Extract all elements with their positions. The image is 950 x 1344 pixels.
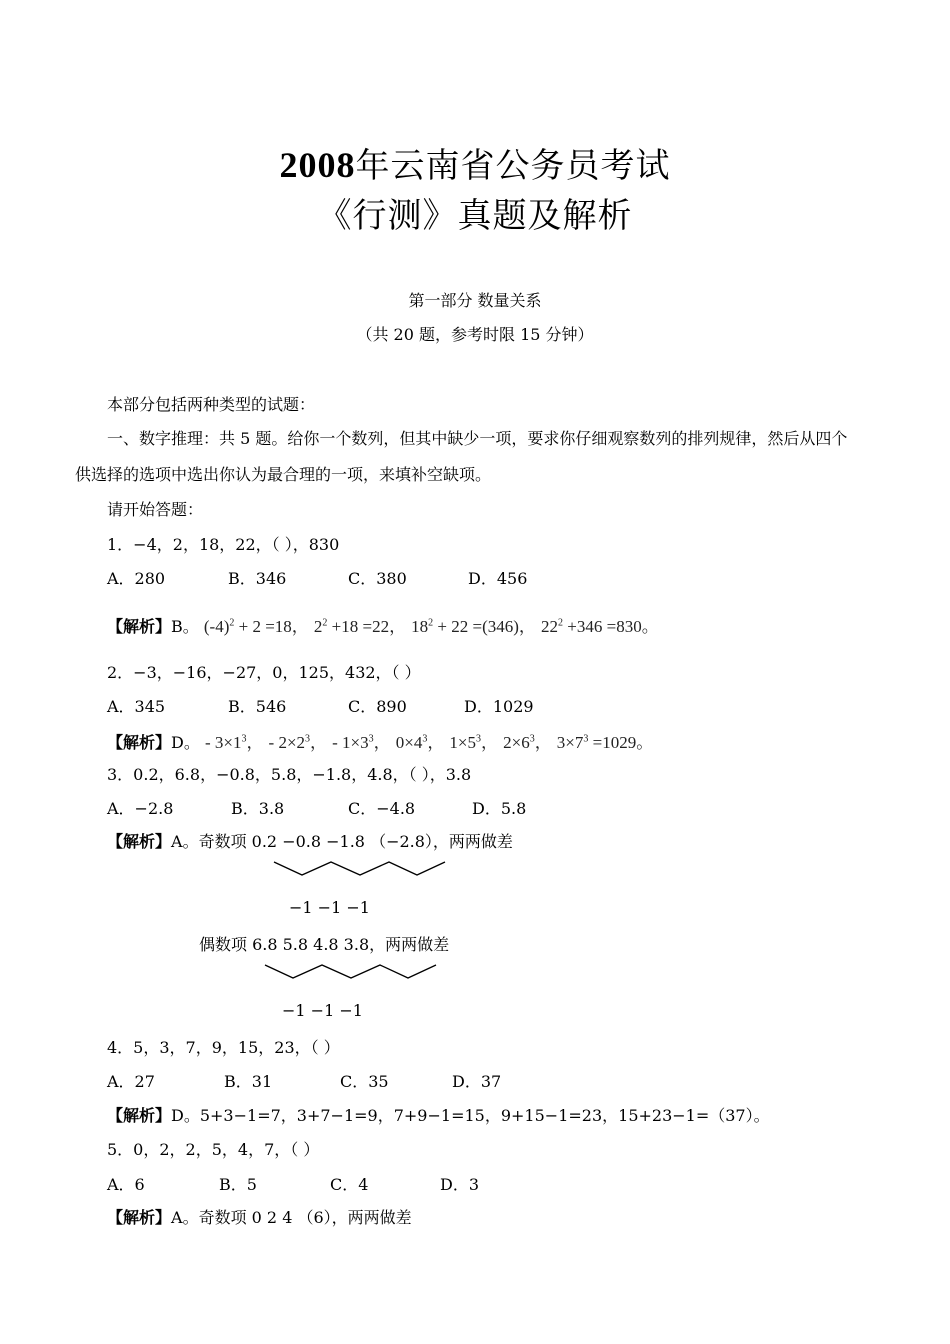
q1-stem: 1．−4，2，18，22，（ ），830 xyxy=(107,535,340,554)
q1-formula-4: $22^2 +346 =830$。 xyxy=(541,617,659,636)
q5-option-c: C．4 xyxy=(330,1175,369,1194)
q5-analysis-text: A。奇数项 0 2 4 （6），两两做差 xyxy=(171,1208,412,1227)
analysis-tag: 【解析】 xyxy=(107,617,172,636)
document-title-line1 xyxy=(0,138,950,187)
q3-even-difference-zigzag xyxy=(265,963,437,981)
section-note: （共 20 题，参考时限 15 分钟） xyxy=(356,325,594,344)
intro-paragraph-2b: 供选择的选项中选出你认为最合理的一项，来填补空缺项。 xyxy=(75,465,492,484)
q1-option-c: C．380 xyxy=(348,569,407,588)
q2-term-6: $2\times 6^3$， xyxy=(503,733,552,752)
q2-option-c: C．890 xyxy=(348,697,407,716)
q1-formula-2: $2^2 +18 =22$， xyxy=(313,617,407,636)
q3-option-a: A．−2.8 xyxy=(107,799,174,818)
q3-odd-differences: −1 −1 −1 xyxy=(289,898,370,917)
q4-stem: 4．5，3，7，9，15，23，（ ） xyxy=(107,1038,340,1057)
q2-term-3: - $1\times 3^3$， xyxy=(332,733,391,752)
q4-option-b: B．31 xyxy=(224,1072,273,1091)
q3-option-c: C．−4.8 xyxy=(348,799,416,818)
q3-stem: 3．0.2，6.8，−0.8，5.8，−1.8，4.8，（ ），3.8 xyxy=(107,765,472,784)
q2-term-1: - $3\times 1^3$， xyxy=(204,733,264,752)
q2-option-a: A．345 xyxy=(107,697,166,716)
q5-option-b: B．5 xyxy=(219,1175,257,1194)
title-year: 2008 xyxy=(279,145,356,185)
title-line1-text: 年云南省公务员考试 xyxy=(355,146,671,186)
q2-term-4: $0\times 4^3$， xyxy=(395,733,445,752)
analysis-answer: B。 xyxy=(171,617,199,636)
section-name: 第一部分 数量关系 xyxy=(408,291,542,310)
q3-even-differences: −1 −1 −1 xyxy=(282,1001,363,1020)
q5-option-a: A．6 xyxy=(107,1175,145,1194)
q4-option-d: D．37 xyxy=(452,1072,502,1091)
q4-analysis xyxy=(107,1103,770,1126)
q3-analysis-odd xyxy=(107,829,513,852)
q1-analysis xyxy=(107,612,659,637)
q3-option-b: B．3.8 xyxy=(231,799,285,818)
q3-analysis-even: 偶数项 6.8 5.8 4.8 3.8，两两做差 xyxy=(199,935,450,954)
q4-option-a: A．27 xyxy=(107,1072,155,1091)
analysis-tag: 【解析】 xyxy=(107,1208,172,1227)
q5-stem: 5．0，2，2，5，4，7，（ ） xyxy=(107,1140,320,1159)
q1-option-b: B．346 xyxy=(228,569,287,588)
q4-option-c: C．35 xyxy=(340,1072,389,1091)
document-title-line2: 《行测》真题及解析 xyxy=(317,196,633,236)
analysis-answer: D。 xyxy=(171,733,200,752)
q2-stem: 2．−3，−16，−27，0，125，432，（ ） xyxy=(107,663,421,682)
q5-option-d: D．3 xyxy=(440,1175,480,1194)
analysis-tag: 【解析】 xyxy=(107,832,172,851)
q2-term-5: $1\times 5^3$， xyxy=(449,733,499,752)
q2-term-7: $3\times 7^3 =1029$。 xyxy=(556,733,654,752)
q4-analysis-text: D。5+3−1=7，3+7−1=9，7+9−1=15，9+15−1=23，15+23−1=（37）。 xyxy=(171,1106,770,1125)
q1-option-a: A．280 xyxy=(107,569,166,588)
q1-formula-1: $(-4)^2 + 2 =18$， xyxy=(203,617,309,636)
q1-formula-3: $18^2 + 22 =(346)$， xyxy=(411,617,536,636)
q2-option-b: B．546 xyxy=(228,697,287,716)
analysis-tag: 【解析】 xyxy=(107,733,172,752)
q3-odd-terms: A。奇数项 0.2 −0.8 −1.8 （−2.8），两两做差 xyxy=(171,832,513,851)
q2-term-2: - $2\times 2^3$， xyxy=(268,733,328,752)
analysis-tag: 【解析】 xyxy=(107,1106,172,1125)
q5-analysis xyxy=(107,1205,412,1228)
q1-option-d: D．456 xyxy=(468,569,528,588)
intro-paragraph-3: 请开始答题： xyxy=(107,500,204,519)
intro-paragraph-1: 本部分包括两种类型的试题： xyxy=(107,395,316,414)
intro-paragraph-2a: 一、数字推理：共 5 题。给你一个数列，但其中缺少一项，要求你仔细观察数列的排列规律，然后从四个 xyxy=(107,429,848,448)
q3-odd-difference-zigzag xyxy=(274,860,446,878)
q3-option-d: D．5.8 xyxy=(472,799,527,818)
q2-option-d: D．1029 xyxy=(464,697,534,716)
q2-analysis xyxy=(107,728,653,753)
